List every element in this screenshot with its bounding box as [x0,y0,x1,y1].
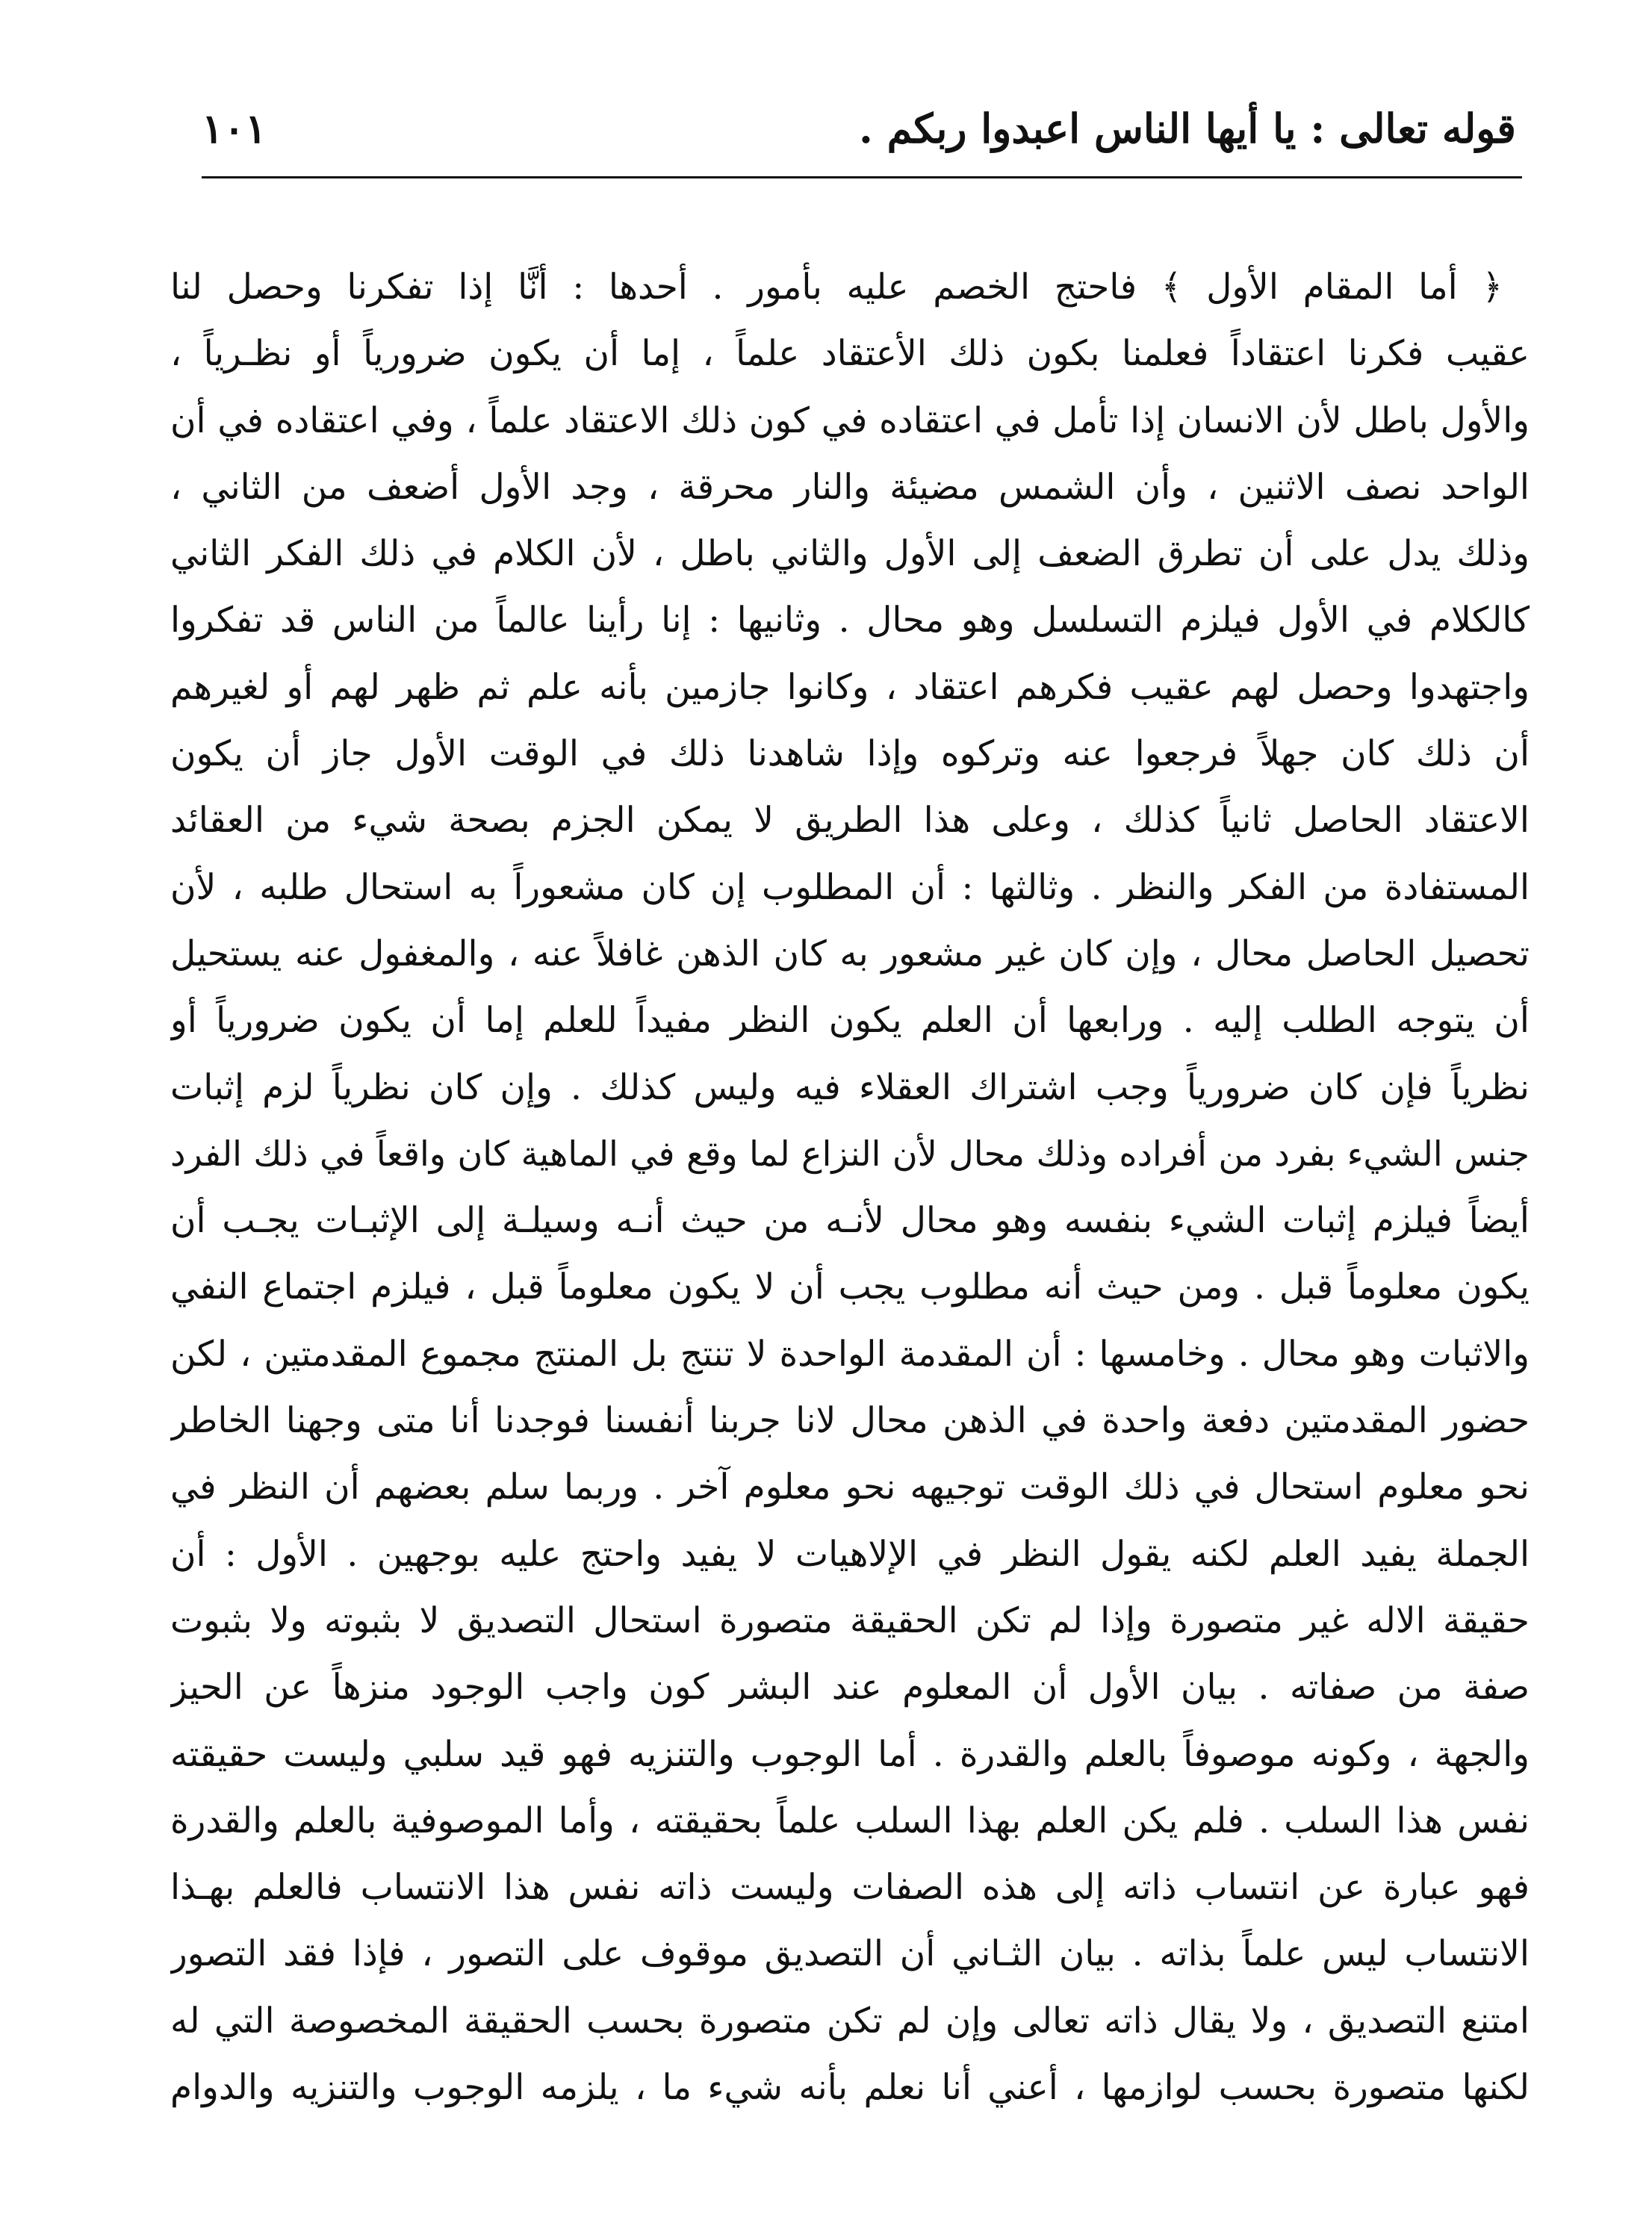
body-text [170,254,1530,2121]
text-line: جنس الشيء بفرد من أفراده وذلك محال لأن النزاع لما وقع في الماهية كان واقعاً في ذلك الفرد [170,1133,1530,1174]
text-line: أن يتوجه الطلب إليه . ورابعها أن العلم يكون النظر مفيداً للعلم إما أن يكون ضرورياً أو [170,1000,1530,1042]
text-line: امتنع التصديق ، ولا يقال ذاته تعالى وإن لم تكن متصورة بحسب الحقيقة المخصوصة التي له [170,2000,1530,2042]
text-line: الجملة يفيد العلم لكنه يقول النظر في الإلاهيات لا يفيد واحتج عليه بوجهين . الأول : أن [170,1533,1530,1575]
text-line: ﴿ أما المقام الأول ﴾ فاحتج الخصم عليه بأمور . أحدها : أنَّا إذا تفكرنا وحصل لنا [170,267,1503,308]
header-rule [202,176,1522,178]
text-line: نحو معلوم استحال في ذلك الوقت توجيهه نحو معلوم آخر . وربما سلم بعضهم أن النظر في [170,1467,1530,1508]
page-header [202,105,1516,172]
text-line: أيضاً فيلزم إثبات الشيء بنفسه وهو محال لأنـه من حيث أنـه وسيلـة إلى الإثبـات يجـب أن [170,1200,1530,1242]
text-line: والأول باطل لأن الانسان إذا تأمل في اعتقاده في كون ذلك الاعتقاد علماً ، وفي اعتقاده في أن [170,400,1530,441]
text-line: الانتساب ليس علماً بذاته . بيان الثـاني أن التصديق موقوف على التصور ، فإذا فقد التصور [170,1933,1530,1975]
text-line: فهو عبارة عن انتساب ذاته إلى هذه الصفات وليست ذاته نفس هذا الانتساب فالعلم بهـذا [170,1867,1530,1909]
text-line: كالكلام في الأول فيلزم التسلسل وهو محال . وثانيها : إنا رأينا عالماً من الناس قد تفكروا [170,600,1530,641]
text-line: المستفادة من الفكر والنظر . وثالثها : أن المطلوب إن كان مشعوراً به استحال طلبه ، لأن [170,866,1530,908]
text-line: وذلك يدل على أن تطرق الضعف إلى الأول والثاني باطل ، لأن الكلام في ذلك الفكر الثاني [170,533,1530,575]
text-line: حقيقة الاله غير متصورة وإذا لم تكن الحقيقة متصورة استحال التصديق لا بثبوته ولا بثبوت [170,1599,1530,1641]
text-line: نفس هذا السلب . فلم يكن العلم بهذا السلب علماً بحقيقته ، وأما الموصوفية بالعلم والقدرة [170,1800,1530,1841]
text-line: والجهة ، وكونه موصوفاً بالعلم والقدرة . أما الوجوب والتنزيه فهو قيد سلبي وليست حقيقته [170,1733,1530,1775]
text-line: واجتهدوا وحصل لهم عقيب فكرهم اعتقاد ، وكانوا جازمين بأنه علم ثم ظهر لهم أو لغيرهم [170,666,1530,708]
text-line: أن ذلك كان جهلاً فرجعوا عنه وتركوه وإذا شاهدنا ذلك في الوقت الأول جاز أن يكون [170,733,1530,775]
running-title: قوله تعالى : يا أيها الناس اعبدوا ربكم . [858,105,1516,152]
text-line: صفة من صفاته . بيان الأول أن المعلوم عند البشر كون واجب الوجود منزهاً عن الحيز [170,1667,1530,1709]
text-line: نظرياً فإن كان ضرورياً وجب اشتراك العقلاء فيه وليس كذلك . وإن كان نظرياً لزم إثبات [170,1066,1530,1108]
text-line: يكون معلوماً قبل . ومن حيث أنه مطلوب يجب أن لا يكون معلوماً قبل ، فيلزم اجتماع النفي [170,1266,1530,1308]
text-line: الاعتقاد الحاصل ثانياً كذلك ، وعلى هذا الطريق لا يمكن الجزم بصحة شيء من العقائد [170,800,1530,842]
text-line: الواحد نصف الاثنين ، وأن الشمس مضيئة والنار محرقة ، وجد الأول أضعف من الثاني ، [170,466,1530,508]
text-line: عقيب فكرنا اعتقاداً فعلمنا بكون ذلك الأعتقاد علماً ، إما أن يكون ضرورياً أو نظـرياً ، [170,333,1530,375]
text-line: حضور المقدمتين دفعة واحدة في الذهن محال لانا جربنا أنفسنا فوجدنا أنا متى وجهنا الخاطر [170,1400,1530,1442]
text-line: لكنها متصورة بحسب لوازمها ، أعني أنا نعلم بأنه شيء ما ، يلزمه الوجوب والتنزيه والدوام [170,2067,1530,2109]
text-line: تحصيل الحاصل محال ، وإن كان غير مشعور به كان الذهن غافلاً عنه ، والمغفول عنه يستحيل [170,933,1530,974]
text-line: والاثبات وهو محال . وخامسها : أن المقدمة الواحدة لا تنتج بل المنتج مجموع المقدمتين ، لكن [170,1333,1530,1375]
page-number: ١٠١ [202,105,267,152]
